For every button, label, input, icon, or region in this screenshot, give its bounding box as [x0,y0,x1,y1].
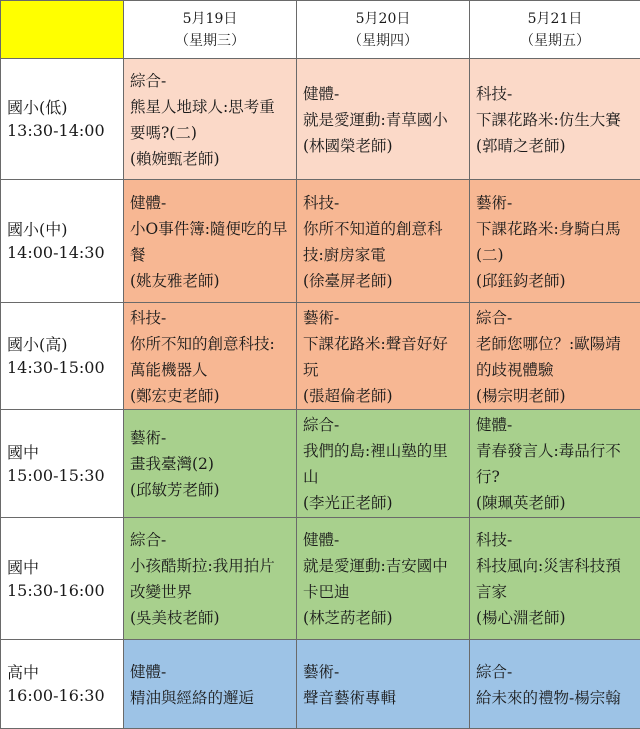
day-date: 5月19日 [124,8,296,30]
program-subject: 健體- [130,190,290,216]
schedule-row [1,303,640,410]
program-cell [470,640,640,729]
program-cell [297,640,470,729]
time-range: 15:00-15:30 [7,464,123,487]
schedule-row [1,180,640,303]
program-subject: 綜合- [130,527,290,553]
program-teacher: (邱敏芳老師) [130,477,290,503]
program-teacher: (楊宗明老師) [476,383,634,409]
program-title: 小孩酷斯拉:我用拍片改變世界 [130,553,290,605]
program-title: 青春發言人:毒品行不行? [476,438,634,490]
program-title: 畫我臺灣(2) [130,451,290,477]
program-cell [470,59,640,180]
program-cell [470,180,640,303]
program-title: 給未來的禮物-楊宗翰 [476,685,634,711]
program-title: 就是愛運動:青草國小 [303,107,463,133]
program-subject: 健體- [303,527,463,553]
program-subject: 科技- [476,81,634,107]
grade-level: 國中 [7,441,123,464]
program-teacher: (鄭宏吏老師) [130,383,290,409]
program-teacher: (林國榮老師) [303,133,463,159]
program-teacher: (李光正老師) [303,490,463,516]
day-date: 5月20日 [297,8,469,30]
program-cell [470,410,640,518]
program-title: 精油與經絡的邂逅 [130,685,290,711]
day-weekday: （星期三） [124,30,296,52]
time-slot-cell [1,303,124,410]
program-subject: 健體- [303,81,463,107]
header-row [1,1,640,59]
program-title: 我們的島:裡山塾的里山 [303,438,463,490]
program-cell [124,180,297,303]
grade-level: 高中 [7,661,123,684]
day-date: 5月21日 [470,8,640,30]
program-teacher: (賴婉甄老師) [130,146,290,172]
program-cell [297,518,470,640]
program-title: 你所不知道的創意科技:廚房家電 [303,216,463,268]
program-title: 小O事件簿:隨便吃的早餐 [130,216,290,268]
program-cell [124,640,297,729]
program-title: 下課花路米:身騎白馬(二) [476,216,634,268]
program-teacher: (陳珮英老師) [476,490,634,516]
program-title: 老師您哪位？:歐陽靖的歧視體驗 [476,331,634,383]
time-slot-cell [1,180,124,303]
day-header-0 [124,1,297,59]
schedule-row [1,518,640,640]
program-subject: 藝術- [303,659,463,685]
time-range: 15:30-16:00 [7,579,123,602]
program-subject: 藝術- [303,305,463,331]
program-cell [124,518,297,640]
program-subject: 綜合- [303,412,463,438]
corner-cell [1,1,124,59]
program-teacher: (楊心淵老師) [476,605,634,631]
program-cell [124,303,297,410]
program-teacher: (張超倫老師) [303,383,463,409]
program-subject: 健體- [130,659,290,685]
program-title: 科技風向:災害科技預言家 [476,553,634,605]
time-slot-cell [1,410,124,518]
program-teacher: (邱鈺鈞老師) [476,268,634,294]
day-weekday: （星期四） [297,30,469,52]
program-title: 聲音藝術專輯 [303,685,463,711]
program-cell [124,410,297,518]
program-subject: 綜合- [130,68,290,94]
program-cell [297,410,470,518]
program-subject: 科技- [303,190,463,216]
time-range: 14:30-15:00 [7,356,123,379]
schedule-row [1,59,640,180]
grade-level: 國小(低) [7,96,123,119]
program-title: 熊星人地球人:思考重要嗎?(二) [130,94,290,146]
day-header-1 [297,1,470,59]
program-subject: 綜合- [476,659,634,685]
time-range: 16:00-16:30 [7,684,123,707]
time-range: 14:00-14:30 [7,241,123,264]
grade-level: 國小(高) [7,333,123,356]
program-subject: 科技- [476,527,634,553]
grade-level: 國中 [7,556,123,579]
schedule-row [1,640,640,729]
time-slot-cell [1,518,124,640]
day-header-2 [470,1,640,59]
program-teacher: (林芝菂老師) [303,605,463,631]
program-title: 下課花路米:仿生大賽 [476,107,634,133]
program-title: 就是愛運動:吉安國中卡巴迪 [303,553,463,605]
program-cell [297,303,470,410]
program-cell [297,59,470,180]
program-cell [124,59,297,180]
program-subject: 綜合- [476,305,634,331]
program-subject: 科技- [130,305,290,331]
program-subject: 健體- [476,412,634,438]
program-teacher: (吳美枝老師) [130,605,290,631]
program-title: 下課花路米:聲音好好玩 [303,331,463,383]
program-teacher: (徐臺屏老師) [303,268,463,294]
program-cell [470,303,640,410]
grade-level: 國小(中) [7,218,123,241]
time-range: 13:30-14:00 [7,119,123,142]
program-cell [297,180,470,303]
program-subject: 藝術- [476,190,634,216]
program-teacher: (郭晴之老師) [476,133,634,159]
program-subject: 藝術- [130,425,290,451]
day-weekday: （星期五） [470,30,640,52]
program-title: 你所不知的創意科技:萬能機器人 [130,331,290,383]
program-cell [470,518,640,640]
schedule-row [1,410,640,518]
program-teacher: (姚友雅老師) [130,268,290,294]
time-slot-cell [1,640,124,729]
time-slot-cell [1,59,124,180]
